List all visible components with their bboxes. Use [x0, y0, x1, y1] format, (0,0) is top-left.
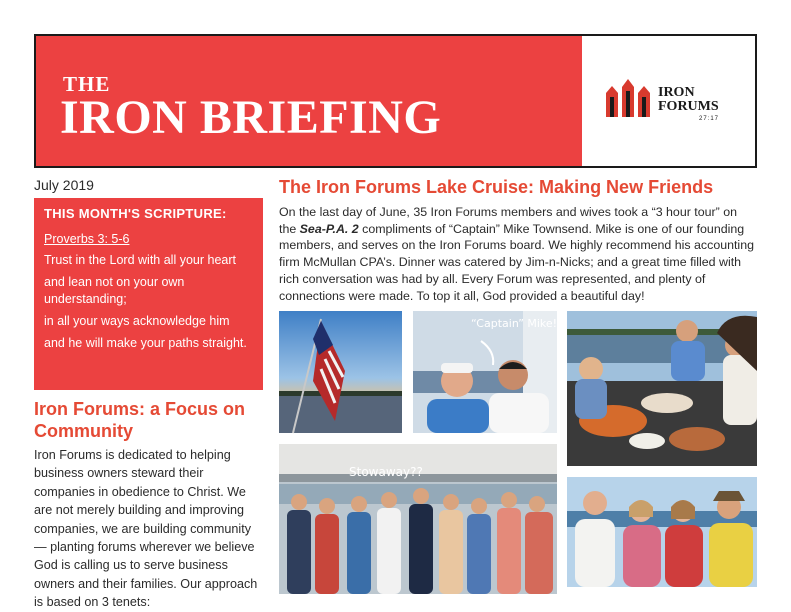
- photo-captain-mike: [413, 311, 557, 433]
- newsletter-title: IRON BRIEFING: [60, 91, 442, 144]
- scripture-line: in all your ways acknowledge him: [44, 314, 230, 328]
- scripture-reference: Proverbs 3: 5-6: [44, 232, 130, 246]
- logo-wordmark: [658, 86, 719, 114]
- cruise-heading: The Iron Forums Lake Cruise: Making New Friends: [279, 177, 714, 197]
- scripture-line: and he will make your paths straight.: [44, 336, 247, 350]
- logo-line-1: IRON: [658, 85, 695, 100]
- community-heading: Iron Forums: a Focus on Community: [34, 399, 246, 441]
- cruise-body-start: On the last day of June, 35 Iron Forums members and wives took a “3 hour tour” on the: [279, 205, 737, 236]
- photo-sunset-flag: [279, 311, 402, 433]
- cruise-body: [279, 204, 757, 304]
- cruise-body-end: compliments of “Captain” Mike Townsend. Mike is one of our founding members, and serves on the Iron Forums board. We highly recommend his accounting firm McMullan CPA’s. Dinner was catered by Jim-n-Nicks; and a great time filled with rich conversation was had by all. Every Forum was represented, and plenty of connections were made. To top it all, God provided a beautiful day!: [279, 221, 754, 303]
- scripture-line: and lean not on your own understanding;: [44, 275, 185, 306]
- masthead: [34, 34, 757, 168]
- boat-name: Sea-P.A. 2: [299, 221, 359, 236]
- issue-date: July 2019: [34, 177, 94, 193]
- logo-verse: 27:17: [699, 116, 720, 122]
- scripture-heading: THIS MONTH'S SCRIPTURE:: [44, 206, 227, 221]
- photo-group-four: [567, 477, 757, 587]
- iron-forums-logo-icon: [602, 77, 654, 119]
- masthead-the: THE: [63, 72, 111, 96]
- captain-caption: “Captain” Mike!: [471, 317, 558, 330]
- iron-forums-logo: [582, 36, 755, 166]
- scripture-box: [34, 198, 263, 390]
- photo-buffet: [567, 311, 757, 466]
- masthead-banner: [36, 36, 582, 166]
- photo-stowaway-crowd: [279, 444, 557, 594]
- community-body: Iron Forums is dedicated to helping business owners steward their companies in obedience to Christ. We are not merely building and improving companies, we are building community — planting forums wherever we believe God is calling us to serve business owners and their families. Our approach is based on 3 tenets:: [34, 448, 258, 610]
- logo-line-2: FORUMS: [658, 99, 719, 114]
- scripture-line: Trust in the Lord with all your heart: [44, 253, 236, 267]
- stowaway-caption: Stowaway??: [349, 465, 423, 479]
